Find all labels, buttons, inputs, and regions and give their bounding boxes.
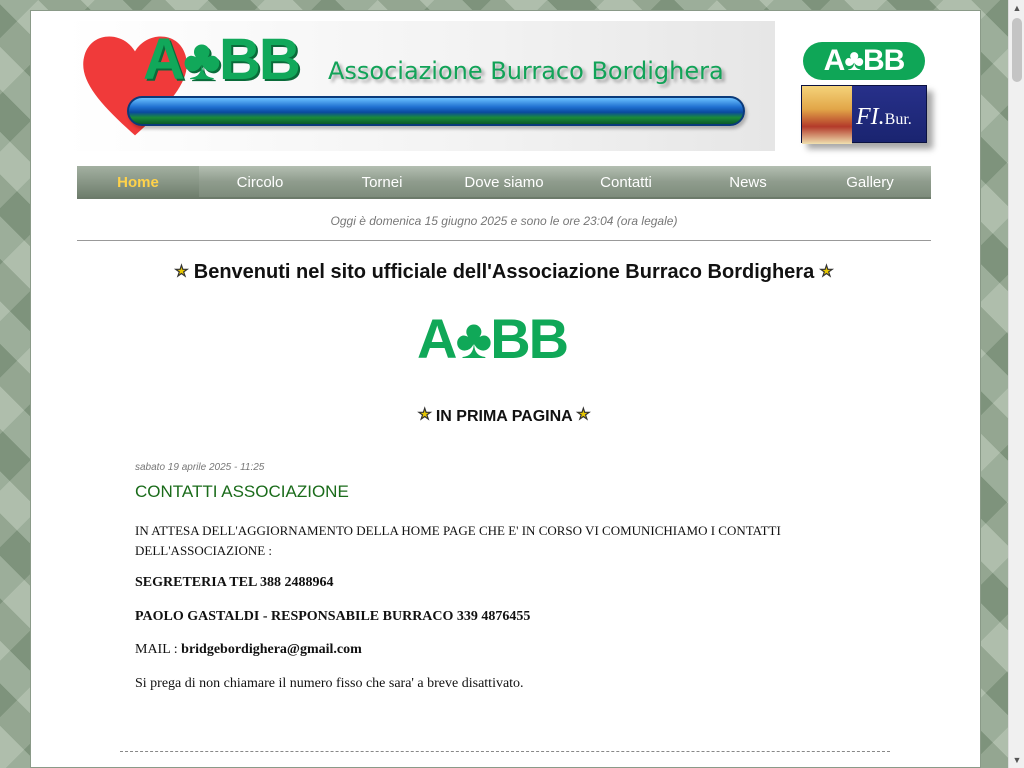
- association-title: Associazione Burraco Bordighera: [328, 57, 724, 85]
- divider: [77, 240, 931, 241]
- site-header: [31, 11, 981, 166]
- post-date: sabato 19 aprile 2025 - 11:25: [135, 462, 265, 473]
- star-icon: ★: [576, 406, 591, 423]
- welcome-text: Benvenuti nel sito ufficiale dell'Associazione Burraco Bordighera: [193, 261, 815, 283]
- nav-gallery[interactable]: Gallery: [846, 174, 894, 191]
- scroll-up-icon[interactable]: ▲: [1012, 3, 1022, 13]
- star-icon: ★: [174, 263, 189, 280]
- abb-center-logo: A♣BB: [417, 307, 568, 370]
- post-intro: IN ATTESA DELL'AGGIORNAMENTO DELLA HOME PAGE CHE E' IN CORSO VI COMUNICHIAMO I CONTATTI DELL'ASSOCIAZIONE :: [135, 523, 781, 558]
- fibur-text-small: Bur.: [884, 111, 912, 128]
- king-card-icon: [802, 86, 852, 144]
- header-decor-bar: [127, 96, 745, 126]
- nav-home[interactable]: Home: [77, 166, 199, 197]
- mail-address: bridgebordighera@gmail.com: [181, 642, 362, 657]
- scroll-down-icon[interactable]: ▼: [1012, 755, 1022, 765]
- post-title[interactable]: CONTATTI ASSOCIAZIONE: [135, 482, 349, 501]
- post-divider: [120, 751, 890, 752]
- abb-badge-logo[interactable]: A♣BB: [803, 42, 925, 80]
- fibur-text-main: FI.: [856, 104, 885, 130]
- main-nav: [77, 166, 931, 199]
- post-responsabile: PAOLO GASTALDI - RESPONSABILE BURRACO 339 4876455: [135, 609, 531, 624]
- nav-contatti[interactable]: Contatti: [600, 174, 652, 191]
- scroll-thumb[interactable]: [1012, 18, 1022, 82]
- prima-pagina-heading: [77, 405, 931, 426]
- star-icon: ★: [417, 406, 432, 423]
- fibur-logo-text: [856, 104, 912, 131]
- welcome-heading: [77, 261, 931, 284]
- nav-news[interactable]: News: [729, 174, 767, 191]
- abb-logo[interactable]: A♣BB: [143, 27, 299, 92]
- post-note: Si prega di non chiamare il numero fisso che sara' a breve disattivato.: [135, 676, 524, 691]
- mail-label: MAIL :: [135, 642, 182, 657]
- star-icon: ★: [819, 263, 834, 280]
- nav-tornei[interactable]: Tornei: [361, 174, 403, 191]
- post-mail: [135, 640, 815, 660]
- page-scrollbar[interactable]: [1008, 0, 1024, 768]
- post-segreteria: SEGRETERIA TEL 388 2488964: [135, 575, 334, 590]
- nav-circolo[interactable]: Circolo: [236, 174, 284, 191]
- current-date-line: Oggi è domenica 15 giugno 2025 e sono le ore 23:04 (ora legale): [330, 214, 678, 228]
- nav-dove-siamo[interactable]: Dove siamo: [464, 174, 544, 191]
- prima-pagina-text: IN PRIMA PAGINA: [435, 408, 573, 425]
- page-container: [30, 10, 981, 768]
- fibur-logo[interactable]: [801, 85, 927, 143]
